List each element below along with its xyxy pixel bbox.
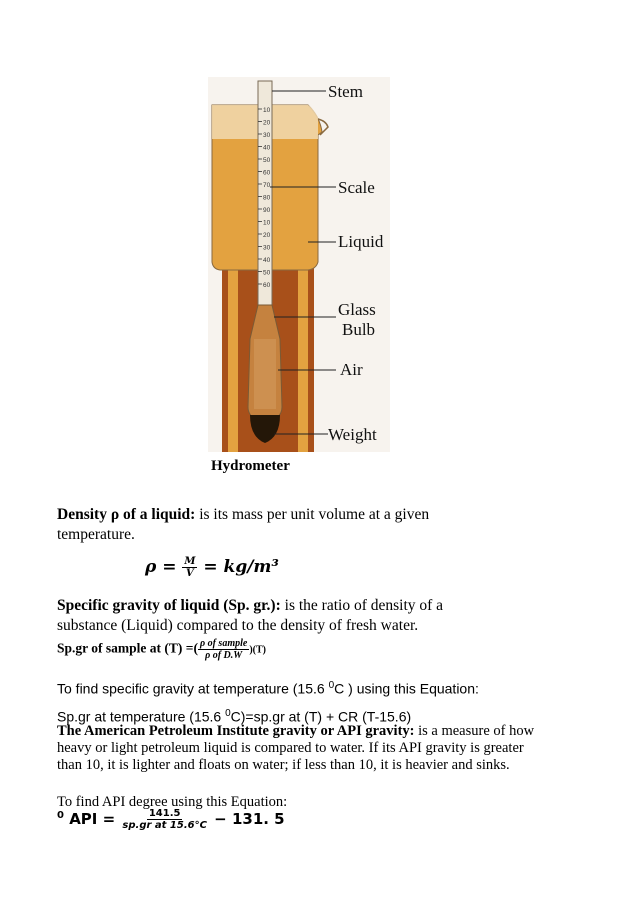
- scale-tick-label: 10: [263, 219, 271, 227]
- bulb-air: [254, 339, 276, 409]
- temp-intro-post: C ) using this Equation:: [334, 680, 479, 697]
- sg-definition: is the ratio of density of a substance (Liquid) compared to the density of fresh water.: [57, 597, 444, 634]
- density-denominator: V: [186, 568, 194, 579]
- temp-eq-pre: Sp.gr at temperature (15.6: [57, 708, 226, 725]
- density-formula-rhs: = kg/m³: [203, 557, 279, 577]
- scale-tick-label: 10: [263, 107, 271, 114]
- density-formula-lhs: ρ =: [145, 557, 177, 577]
- sg-paragraph: [57, 596, 497, 636]
- hydrometer-figure: [208, 77, 390, 452]
- scale-tick-label: 70: [263, 182, 271, 189]
- scale-tick-label: 30: [263, 132, 271, 139]
- scale-tick-label: 20: [263, 119, 271, 127]
- density-formula: [145, 556, 279, 579]
- scale-tick-label: 80: [263, 194, 271, 202]
- sg-numerator: ρ of sample: [199, 638, 248, 649]
- api-formula-rhs: − 131. 5: [214, 810, 285, 828]
- api-term: The American Petroleum Institute gravity or API gravity:: [57, 723, 415, 739]
- api-formula: [57, 808, 285, 831]
- api-fraction: [120, 808, 209, 831]
- sg-formula-prefix: Sp.gr of sample at (T) =(: [57, 640, 198, 656]
- label-weight: Weight: [328, 425, 377, 444]
- scale-tick-label: 40: [263, 144, 271, 152]
- api-intro: To find API degree using this Equation:: [57, 794, 288, 810]
- density-numerator: M: [184, 556, 196, 567]
- sg-term: Specific gravity of liquid (Sp. gr.):: [57, 597, 281, 614]
- api-definition: is a measure of how heavy or light petroleum liquid is compared to water. If its API gravity is greater than 10, it is lighter and floats on water; if less than 10, it is heavier and sinks.: [57, 723, 535, 773]
- temp-intro: [57, 676, 479, 699]
- api-formula-sup: 0: [57, 810, 64, 821]
- scale-tick-label: 90: [263, 207, 271, 214]
- label-stem: Stem: [328, 82, 363, 101]
- density-term: Density ρ of a liquid:: [57, 506, 196, 523]
- figure-caption: Hydrometer: [211, 458, 290, 474]
- api-numerator: 141.5: [148, 808, 181, 819]
- scale-tick-label: 60: [263, 282, 271, 289]
- scale-tick-label: 30: [263, 244, 271, 252]
- density-definition: is its mass per unit volume at a given temperature.: [57, 506, 430, 543]
- scale-tick-label: 50: [263, 269, 271, 277]
- temp-eq-sup: 0: [225, 708, 231, 719]
- scale-tick-label: 60: [263, 169, 271, 177]
- label-glass: Glass: [338, 300, 376, 319]
- sg-formula-suffix: )(T): [249, 644, 266, 656]
- density-paragraph: [57, 505, 497, 545]
- label-bulb: Bulb: [342, 320, 376, 339]
- api-paragraph: [57, 723, 539, 774]
- temp-intro-pre: To find specific gravity at temperature (15.6: [57, 680, 329, 697]
- label-liquid: Liquid: [338, 232, 384, 251]
- label-air: Air: [340, 360, 363, 379]
- scale-tick-label: 20: [263, 232, 271, 239]
- scale-tick-label: 50: [263, 157, 271, 164]
- sg-denominator: ρ of D.W: [205, 650, 243, 661]
- api-formula-lhs: API =: [63, 810, 116, 828]
- api-denominator: sp.gr at 15.6°C: [122, 820, 207, 831]
- temp-intro-sup: 0: [328, 680, 335, 691]
- temp-eq-post: C)=sp.gr at (T) + CR (T-15.6): [230, 708, 412, 725]
- sg-fraction: [198, 638, 249, 661]
- sg-formula: [57, 638, 266, 661]
- label-scale: Scale: [338, 178, 375, 197]
- density-fraction: [182, 556, 197, 579]
- scale-tick-label: 40: [263, 257, 271, 264]
